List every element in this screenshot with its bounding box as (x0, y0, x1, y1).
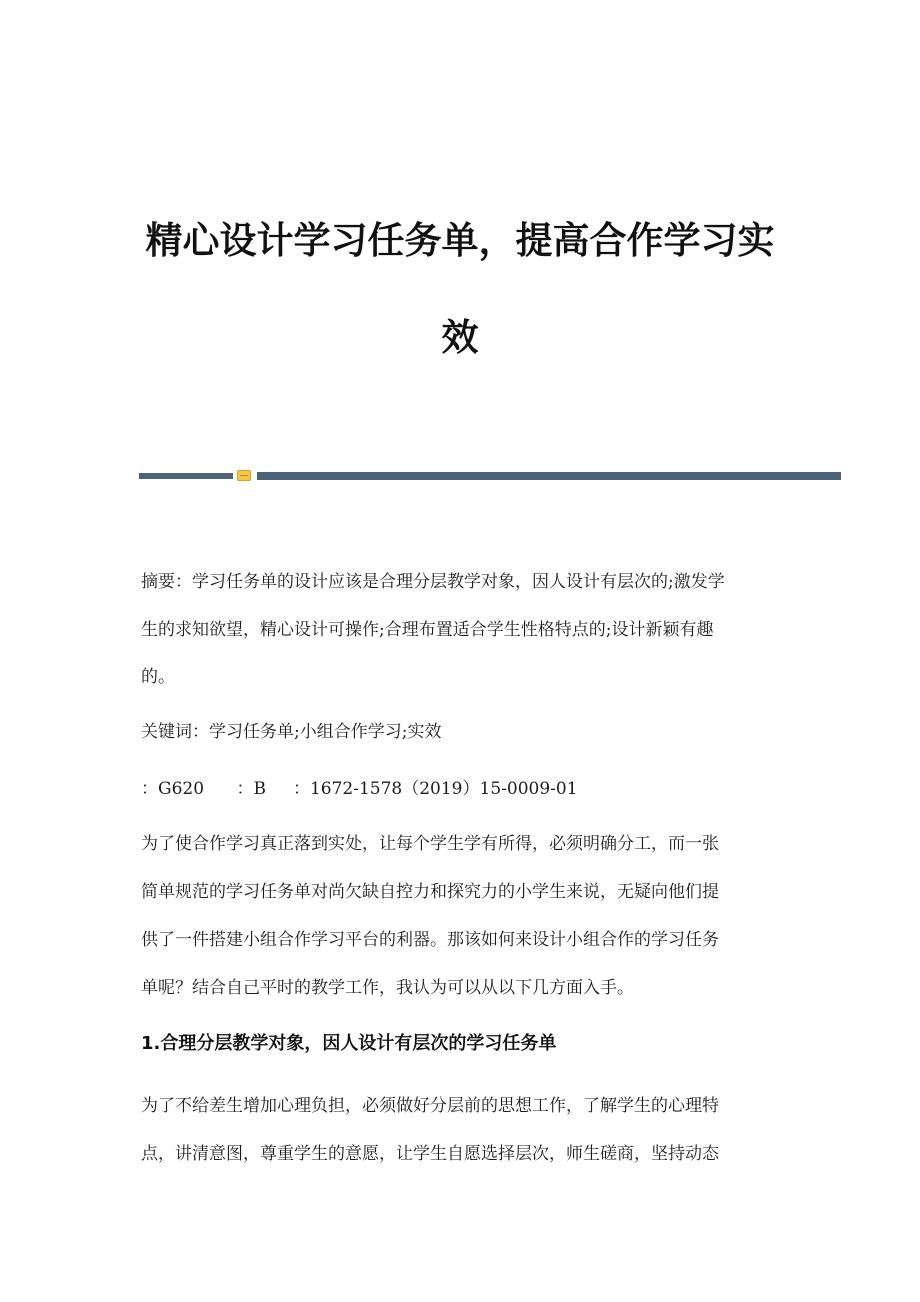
document-title-line-2: 效 (441, 316, 479, 359)
keywords: 关键词：学习任务单;小组合作学习;实效 (141, 722, 442, 742)
section-1-line-2: 点，讲清意图，尊重学生的意愿，让学生自愿选择层次，师生磋商，坚持动态 (141, 1144, 719, 1164)
document-title-line-1: 精心设计学习任务单，提高合作学习实 (145, 219, 775, 262)
section-1-heading: 1.合理分层教学对象，因人设计有层次的学习任务单 (141, 1033, 557, 1054)
intro-line-3: 供了一件搭建小组合作学习平台的利器。那该如何来设计小组合作的学习任务 (141, 930, 719, 950)
title-divider-left (139, 473, 233, 479)
intro-line-2: 简单规范的学习任务单对尚欠缺自控力和探究力的小学生来说，无疑向他们提 (141, 882, 719, 902)
title-divider-right (257, 472, 841, 480)
classification-info: ：G620 ：B ：1672-1578（2019）15-0009-01 (141, 779, 578, 799)
intro-line-4: 单呢？结合自己平时的教学工作，我认为可以从以下几方面入手。 (141, 978, 634, 998)
section-1-line-1: 为了不给差生增加心理负担，必须做好分层前的思想工作，了解学生的心理特 (141, 1096, 719, 1116)
intro-line-1: 为了使合作学习真正落到实处，让每个学生学有所得，必须明确分工，而一张 (141, 834, 719, 854)
abstract-line-2: 生的求知欲望，精心设计可操作;合理布置适合学生性格特点的;设计新颖有趣 (141, 620, 714, 640)
abstract-line-3: 的。 (141, 667, 175, 687)
divider-ornament-icon (237, 470, 251, 481)
abstract-line-1: 摘要：学习任务单的设计应该是合理分层教学对象，因人设计有层次的;激发学 (141, 572, 725, 592)
